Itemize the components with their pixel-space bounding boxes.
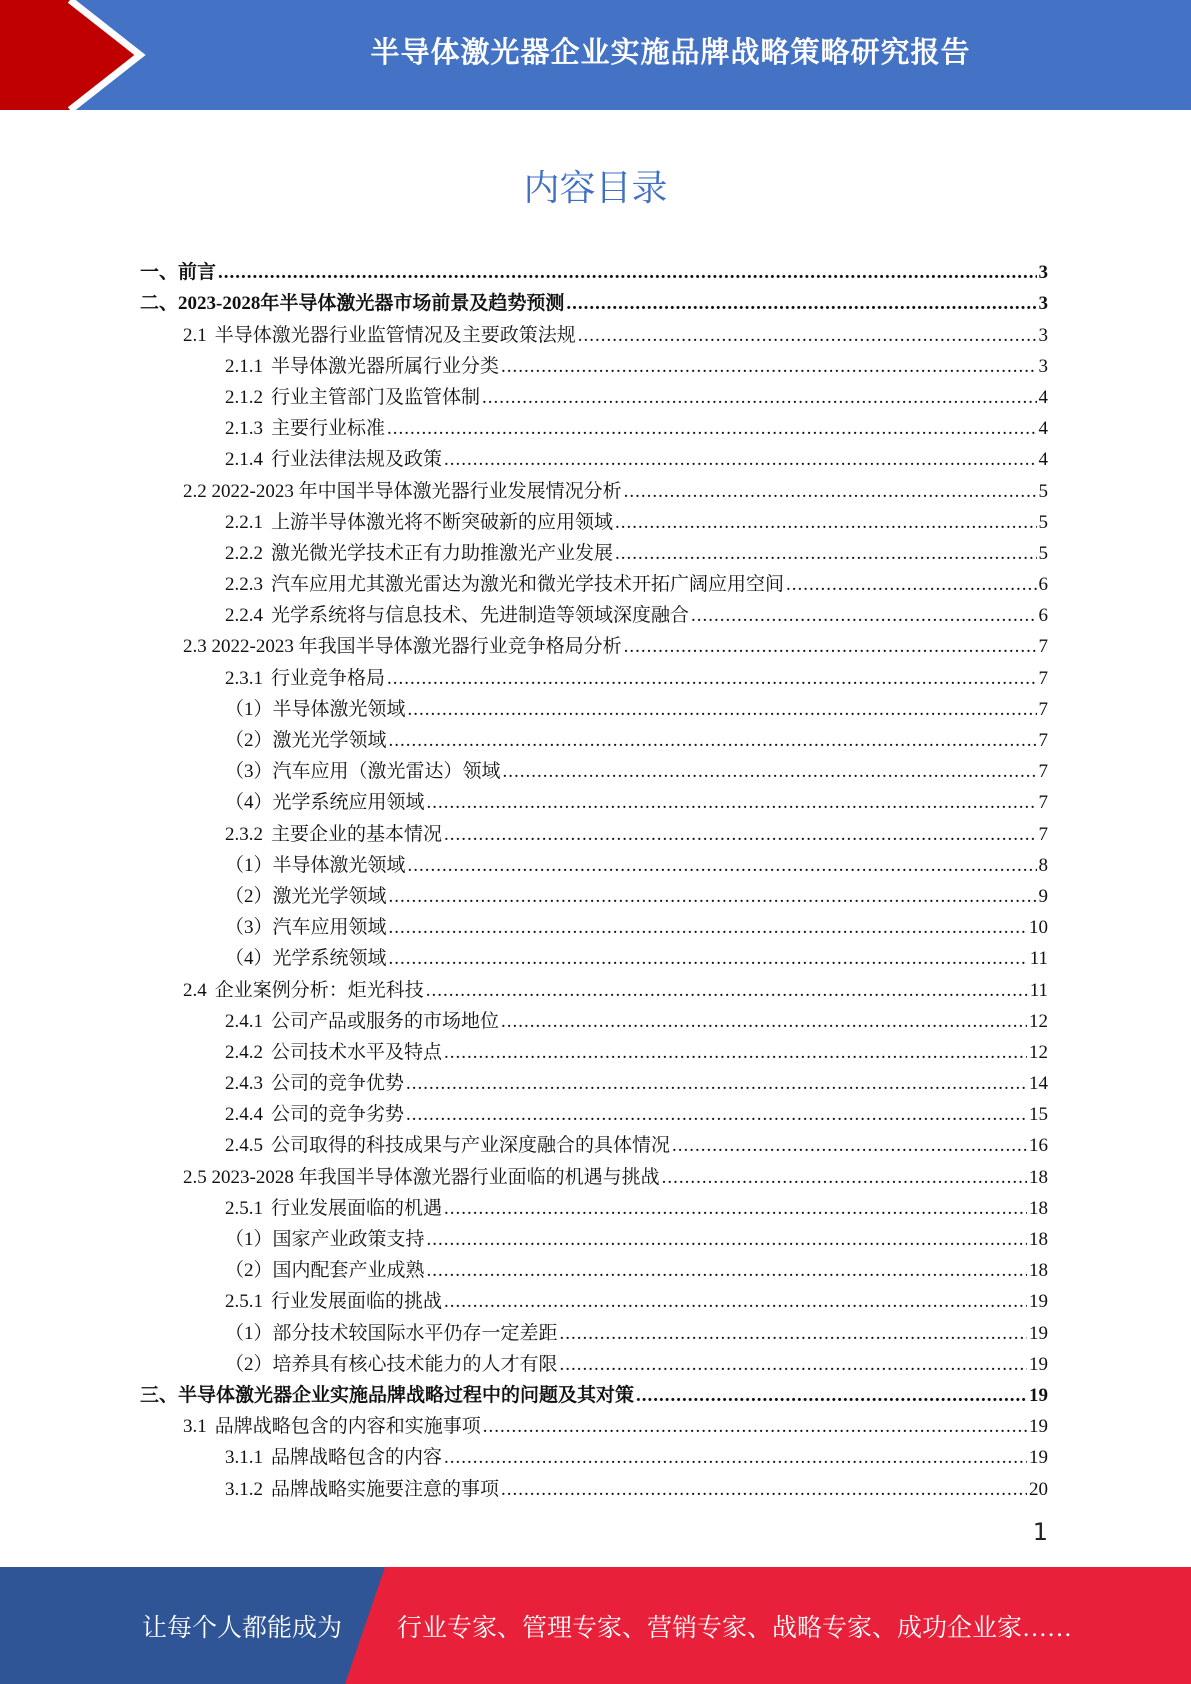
toc-entry-page: 19 bbox=[1029, 1322, 1048, 1344]
toc-dot-leader bbox=[501, 356, 1036, 378]
toc-entry-page: 3 bbox=[1038, 324, 1048, 346]
toc-entry-page: 8 bbox=[1038, 854, 1048, 876]
toc-entry[interactable] bbox=[140, 752, 1048, 783]
toc-dot-leader bbox=[566, 293, 1036, 315]
toc-entry-page: 5 bbox=[1038, 511, 1048, 533]
toc-entry-page: 18 bbox=[1029, 1197, 1048, 1219]
toc-dot-leader bbox=[444, 1198, 1027, 1220]
toc-entry-number: 2.5.1 bbox=[225, 1291, 263, 1313]
toc-entry-page: 7 bbox=[1038, 792, 1048, 814]
toc-entry-page: 4 bbox=[1038, 386, 1048, 408]
toc-entry-title: 2.5 2023-2028 年我国半导体激光器行业面临的机遇与挑战 bbox=[183, 1166, 660, 1188]
toc-entry-number: 2.3.1 bbox=[225, 667, 263, 689]
toc-entry-number: 2.1.1 bbox=[225, 355, 263, 377]
toc-entry[interactable] bbox=[140, 1189, 1048, 1220]
toc-entry-page: 18 bbox=[1029, 1229, 1048, 1250]
toc-entry-page: 6 bbox=[1038, 574, 1048, 596]
toc-entry-number: 2.4.5 bbox=[225, 1135, 263, 1157]
toc-dot-leader bbox=[501, 1011, 1027, 1033]
toc-entry-page: 3 bbox=[1038, 355, 1048, 377]
toc-entry-page: 7 bbox=[1038, 730, 1048, 751]
toc-entry-title: （3）汽车应用领域 bbox=[225, 917, 387, 939]
toc-entry-title: （2）国内配套产业成熟 bbox=[225, 1260, 425, 1282]
toc-dot-leader bbox=[387, 418, 1036, 440]
toc-entry-title: 主要企业的基本情况 bbox=[271, 823, 443, 845]
toc-dot-leader bbox=[482, 387, 1036, 409]
toc-dot-leader bbox=[389, 730, 1037, 752]
toc-dot-leader bbox=[560, 1323, 1027, 1345]
toc-entry[interactable] bbox=[140, 440, 1048, 471]
toc-entry-number: 2.4.1 bbox=[225, 1010, 263, 1032]
toc-entry-number: 2.2.4 bbox=[225, 605, 263, 627]
toc-entry-page: 9 bbox=[1038, 885, 1048, 907]
toc-entry-page: 20 bbox=[1029, 1478, 1048, 1500]
toc-entry-page: 7 bbox=[1038, 667, 1048, 689]
toc-dot-leader bbox=[624, 636, 1037, 658]
toc-entry[interactable] bbox=[140, 690, 1048, 721]
toc-entry-number: 2.2.3 bbox=[225, 574, 263, 596]
toc-entry-title: 行业主管部门及监管体制 bbox=[271, 386, 481, 408]
toc-entry-title: （4）光学系统应用领域 bbox=[225, 792, 425, 814]
toc-entry-title: 光学系统将与信息技术、先进制造等领域深度融合 bbox=[271, 605, 690, 627]
toc-entry-page: 15 bbox=[1029, 1104, 1048, 1126]
toc-entry[interactable] bbox=[140, 1033, 1048, 1064]
toc-entry-title: （4）光学系统领域 bbox=[225, 948, 387, 970]
toc-entry-title: 公司取得的科技成果与产业深度融合的具体情况 bbox=[271, 1135, 671, 1157]
toc-entry-page: 3 bbox=[1038, 262, 1048, 284]
toc-entry-title: 品牌战略实施要注意的事项 bbox=[271, 1478, 500, 1500]
toc-dot-leader bbox=[389, 886, 1037, 908]
toc-dot-leader bbox=[672, 1135, 1027, 1157]
toc-entry-title: （2）激光光学领域 bbox=[225, 730, 387, 751]
toc-dot-leader bbox=[786, 574, 1036, 596]
toc-dot-leader bbox=[662, 1167, 1027, 1189]
toc-entry[interactable] bbox=[140, 783, 1048, 814]
toc-entry-title: （2）培养具有核心技术能力的人才有限 bbox=[225, 1353, 558, 1375]
toc-entry[interactable] bbox=[140, 658, 1048, 689]
toc-entry-number: 2.3.2 bbox=[225, 823, 263, 845]
toc-entry-page: 5 bbox=[1038, 542, 1048, 564]
toc-entry-title: 行业发展面临的机遇 bbox=[271, 1197, 443, 1219]
toc-entry-page: 7 bbox=[1038, 698, 1048, 720]
toc-entry-page: 16 bbox=[1029, 1135, 1048, 1157]
page-number: 1 bbox=[1032, 1518, 1048, 1546]
toc-entry[interactable] bbox=[140, 253, 1048, 284]
toc-entry-title: 行业发展面临的挑战 bbox=[271, 1291, 443, 1313]
toc-dot-leader bbox=[615, 543, 1036, 565]
toc-dot-leader bbox=[427, 792, 1037, 814]
page-footer bbox=[0, 1567, 1191, 1684]
toc-entry[interactable] bbox=[140, 939, 1048, 970]
toc-dot-leader bbox=[427, 1260, 1027, 1282]
toc-dot-leader bbox=[503, 761, 1037, 783]
toc-dot-leader bbox=[636, 1385, 1027, 1407]
toc-dot-leader bbox=[444, 1042, 1027, 1064]
toc-entry-page: 12 bbox=[1029, 1041, 1048, 1063]
toc-entry-page: 7 bbox=[1038, 761, 1048, 783]
toc-entry-title: 企业案例分析：炬光科技 bbox=[214, 979, 424, 1001]
toc-entry[interactable] bbox=[140, 1126, 1048, 1157]
toc-entry-title: 半导体激光器行业监管情况及主要政策法规 bbox=[214, 324, 576, 346]
toc-entry[interactable] bbox=[140, 1282, 1048, 1313]
toc-entry-page: 19 bbox=[1029, 1353, 1048, 1375]
toc-entry-page: 12 bbox=[1029, 1010, 1048, 1032]
toc-entry[interactable] bbox=[140, 1407, 1048, 1438]
toc-entry-title: 三、半导体激光器企业实施品牌战略过程中的问题及其对策 bbox=[140, 1384, 635, 1406]
toc-dot-leader bbox=[406, 1073, 1027, 1095]
toc-entry[interactable] bbox=[140, 1438, 1048, 1469]
toc-entry-number: 2.1 bbox=[183, 324, 207, 346]
page-header bbox=[0, 0, 1191, 110]
toc-entry-title: 汽车应用尤其激光雷达为激光和微光学技术开拓广阔应用空间 bbox=[271, 574, 785, 596]
toc-entry-page: 14 bbox=[1029, 1073, 1048, 1095]
toc-entry[interactable] bbox=[140, 877, 1048, 908]
toc-entry-title: 品牌战略包含的内容 bbox=[271, 1447, 443, 1469]
toc-entry[interactable] bbox=[140, 1345, 1048, 1376]
toc-entry-page: 7 bbox=[1038, 636, 1048, 658]
toc-dot-leader bbox=[427, 1229, 1027, 1251]
report-title: 半导体激光器企业实施品牌战略策略研究报告 bbox=[370, 34, 971, 69]
toc-dot-leader bbox=[406, 1104, 1027, 1126]
toc-entry-title: 一、前言 bbox=[140, 262, 217, 284]
toc-entry-page: 18 bbox=[1029, 1260, 1048, 1282]
toc-dot-leader bbox=[389, 948, 1028, 970]
toc-entry-title: 公司的竞争优势 bbox=[271, 1073, 405, 1095]
toc-entry-page: 4 bbox=[1038, 418, 1048, 440]
toc-dot-leader bbox=[408, 855, 1037, 877]
toc-entry-title: （2）激光光学领域 bbox=[225, 885, 387, 907]
toc-entry[interactable] bbox=[140, 596, 1048, 627]
toc-entry-title: 行业法律法规及政策 bbox=[271, 449, 443, 471]
toc-entry[interactable] bbox=[140, 721, 1048, 752]
toc-dot-leader bbox=[444, 824, 1036, 846]
toc-dot-leader bbox=[426, 980, 1028, 1002]
toc-entry[interactable] bbox=[140, 1376, 1048, 1407]
toc-entry-title: 二、2023-2028年半导体激光器市场前景及趋势预测 bbox=[140, 293, 565, 315]
toc-entry[interactable] bbox=[140, 378, 1048, 409]
toc-entry-title: 半导体激光器所属行业分类 bbox=[271, 355, 500, 377]
toc-entry[interactable] bbox=[140, 471, 1048, 502]
toc-entry[interactable] bbox=[140, 814, 1048, 845]
toc-entry[interactable] bbox=[140, 627, 1048, 658]
toc-entry[interactable] bbox=[140, 565, 1048, 596]
toc-dot-leader bbox=[408, 699, 1037, 721]
toc-dot-leader bbox=[691, 605, 1036, 627]
toc-entry-page: 3 bbox=[1038, 293, 1048, 315]
toc-entry-page: 19 bbox=[1029, 1384, 1048, 1406]
toc-entry[interactable] bbox=[140, 1469, 1048, 1500]
toc-entry[interactable] bbox=[140, 284, 1048, 315]
toc-entry[interactable] bbox=[140, 409, 1048, 440]
toc-entry-page: 11 bbox=[1029, 979, 1048, 1001]
toc-entry-number: 2.2.2 bbox=[225, 542, 263, 564]
toc-entry-page: 18 bbox=[1029, 1166, 1048, 1188]
toc-dot-leader bbox=[389, 917, 1027, 939]
toc-dot-leader bbox=[615, 512, 1036, 534]
toc-entry[interactable] bbox=[140, 1220, 1048, 1251]
toc-entry[interactable] bbox=[140, 908, 1048, 939]
toc-entry-page: 19 bbox=[1029, 1416, 1048, 1438]
toc-entry-page: 6 bbox=[1038, 605, 1048, 627]
toc-entry-page: 11 bbox=[1029, 948, 1048, 970]
toc-entry-number: 2.2.1 bbox=[225, 511, 263, 533]
toc-entry-number: 2.1.2 bbox=[225, 386, 263, 408]
toc-entry-number: 2.1.4 bbox=[225, 449, 263, 471]
toc-entry-title: 公司的竞争劣势 bbox=[271, 1104, 405, 1126]
toc-entry[interactable] bbox=[140, 315, 1048, 346]
toc-entry-title: 行业竞争格局 bbox=[271, 667, 386, 689]
toc-entry-title: 2.3 2022-2023 年我国半导体激光器行业竞争格局分析 bbox=[183, 636, 622, 658]
toc-entry-page: 7 bbox=[1038, 823, 1048, 845]
toc-entry-number: 3.1.2 bbox=[225, 1478, 263, 1500]
toc-entry-title: 上游半导体激光将不断突破新的应用领域 bbox=[271, 511, 614, 533]
toc-dot-leader bbox=[444, 449, 1036, 471]
toc-entry-title: 公司技术水平及特点 bbox=[271, 1041, 443, 1063]
toc-entry[interactable] bbox=[140, 1002, 1048, 1033]
toc-entry[interactable] bbox=[140, 846, 1048, 877]
toc-dot-leader bbox=[444, 1291, 1027, 1313]
toc-entry-page: 5 bbox=[1038, 480, 1048, 502]
toc-entry-number: 2.4.3 bbox=[225, 1073, 263, 1095]
toc-entry-title: 品牌战略包含的内容和实施事项 bbox=[214, 1416, 481, 1438]
toc-entry-title: 激光微光学技术正有力助推激光产业发展 bbox=[271, 542, 614, 564]
toc-entry[interactable] bbox=[140, 1095, 1048, 1126]
toc-dot-leader bbox=[560, 1354, 1027, 1376]
toc-entry-number: 2.4 bbox=[183, 979, 207, 1001]
toc-dot-leader bbox=[501, 1479, 1027, 1501]
toc-entry-page: 4 bbox=[1038, 449, 1048, 471]
toc-entry[interactable] bbox=[140, 1313, 1048, 1344]
toc-entry[interactable] bbox=[140, 970, 1048, 1001]
toc-entry-title: 公司产品或服务的市场地位 bbox=[271, 1010, 500, 1032]
toc-entry-page: 19 bbox=[1029, 1291, 1048, 1313]
toc-entry-page: 10 bbox=[1029, 917, 1048, 939]
toc-dot-leader bbox=[387, 668, 1036, 690]
toc-entry-number: 2.1.3 bbox=[225, 418, 263, 440]
toc-entry[interactable] bbox=[140, 1064, 1048, 1095]
toc-dot-leader bbox=[483, 1416, 1027, 1438]
toc-entry-title: 主要行业标准 bbox=[271, 418, 386, 440]
toc-entry[interactable] bbox=[140, 1157, 1048, 1188]
toc-dot-leader bbox=[444, 1447, 1027, 1469]
footer-slogan-right: 行业专家、管理专家、营销专家、战略专家、成功企业家…… bbox=[397, 1614, 1073, 1642]
toc-entry-page: 19 bbox=[1029, 1447, 1048, 1469]
toc-entry-title: 2.2 2022-2023 年中国半导体激光器行业发展情况分析 bbox=[183, 480, 622, 502]
toc-dot-leader bbox=[624, 481, 1037, 503]
toc-entry-number: 2.4.4 bbox=[225, 1104, 263, 1126]
toc-entry-title: （1）部分技术较国际水平仍存一定差距 bbox=[225, 1322, 558, 1344]
toc-entry[interactable] bbox=[140, 1251, 1048, 1282]
toc-dot-leader bbox=[578, 325, 1037, 347]
toc-entry-title: （1）国家产业政策支持 bbox=[225, 1229, 425, 1250]
toc-entry-title: （3）汽车应用（激光雷达）领域 bbox=[225, 761, 501, 783]
toc-entry[interactable] bbox=[140, 503, 1048, 534]
toc-entry[interactable] bbox=[140, 347, 1048, 378]
toc-entry-title: （1）半导体激光领域 bbox=[225, 854, 406, 876]
toc-entry-number: 3.1 bbox=[183, 1416, 207, 1438]
toc-entry-number: 2.4.2 bbox=[225, 1041, 263, 1063]
toc-heading: 内容目录 bbox=[523, 168, 668, 209]
toc-entry-number: 2.5.1 bbox=[225, 1197, 263, 1219]
table-of-contents bbox=[140, 253, 1048, 1501]
footer-slogan-left: 让每个人都能成为 bbox=[142, 1614, 343, 1642]
toc-entry-title: （1）半导体激光领域 bbox=[225, 698, 406, 720]
toc-entry-number: 3.1.1 bbox=[225, 1447, 263, 1469]
toc-entry[interactable] bbox=[140, 534, 1048, 565]
toc-dot-leader bbox=[218, 262, 1036, 284]
